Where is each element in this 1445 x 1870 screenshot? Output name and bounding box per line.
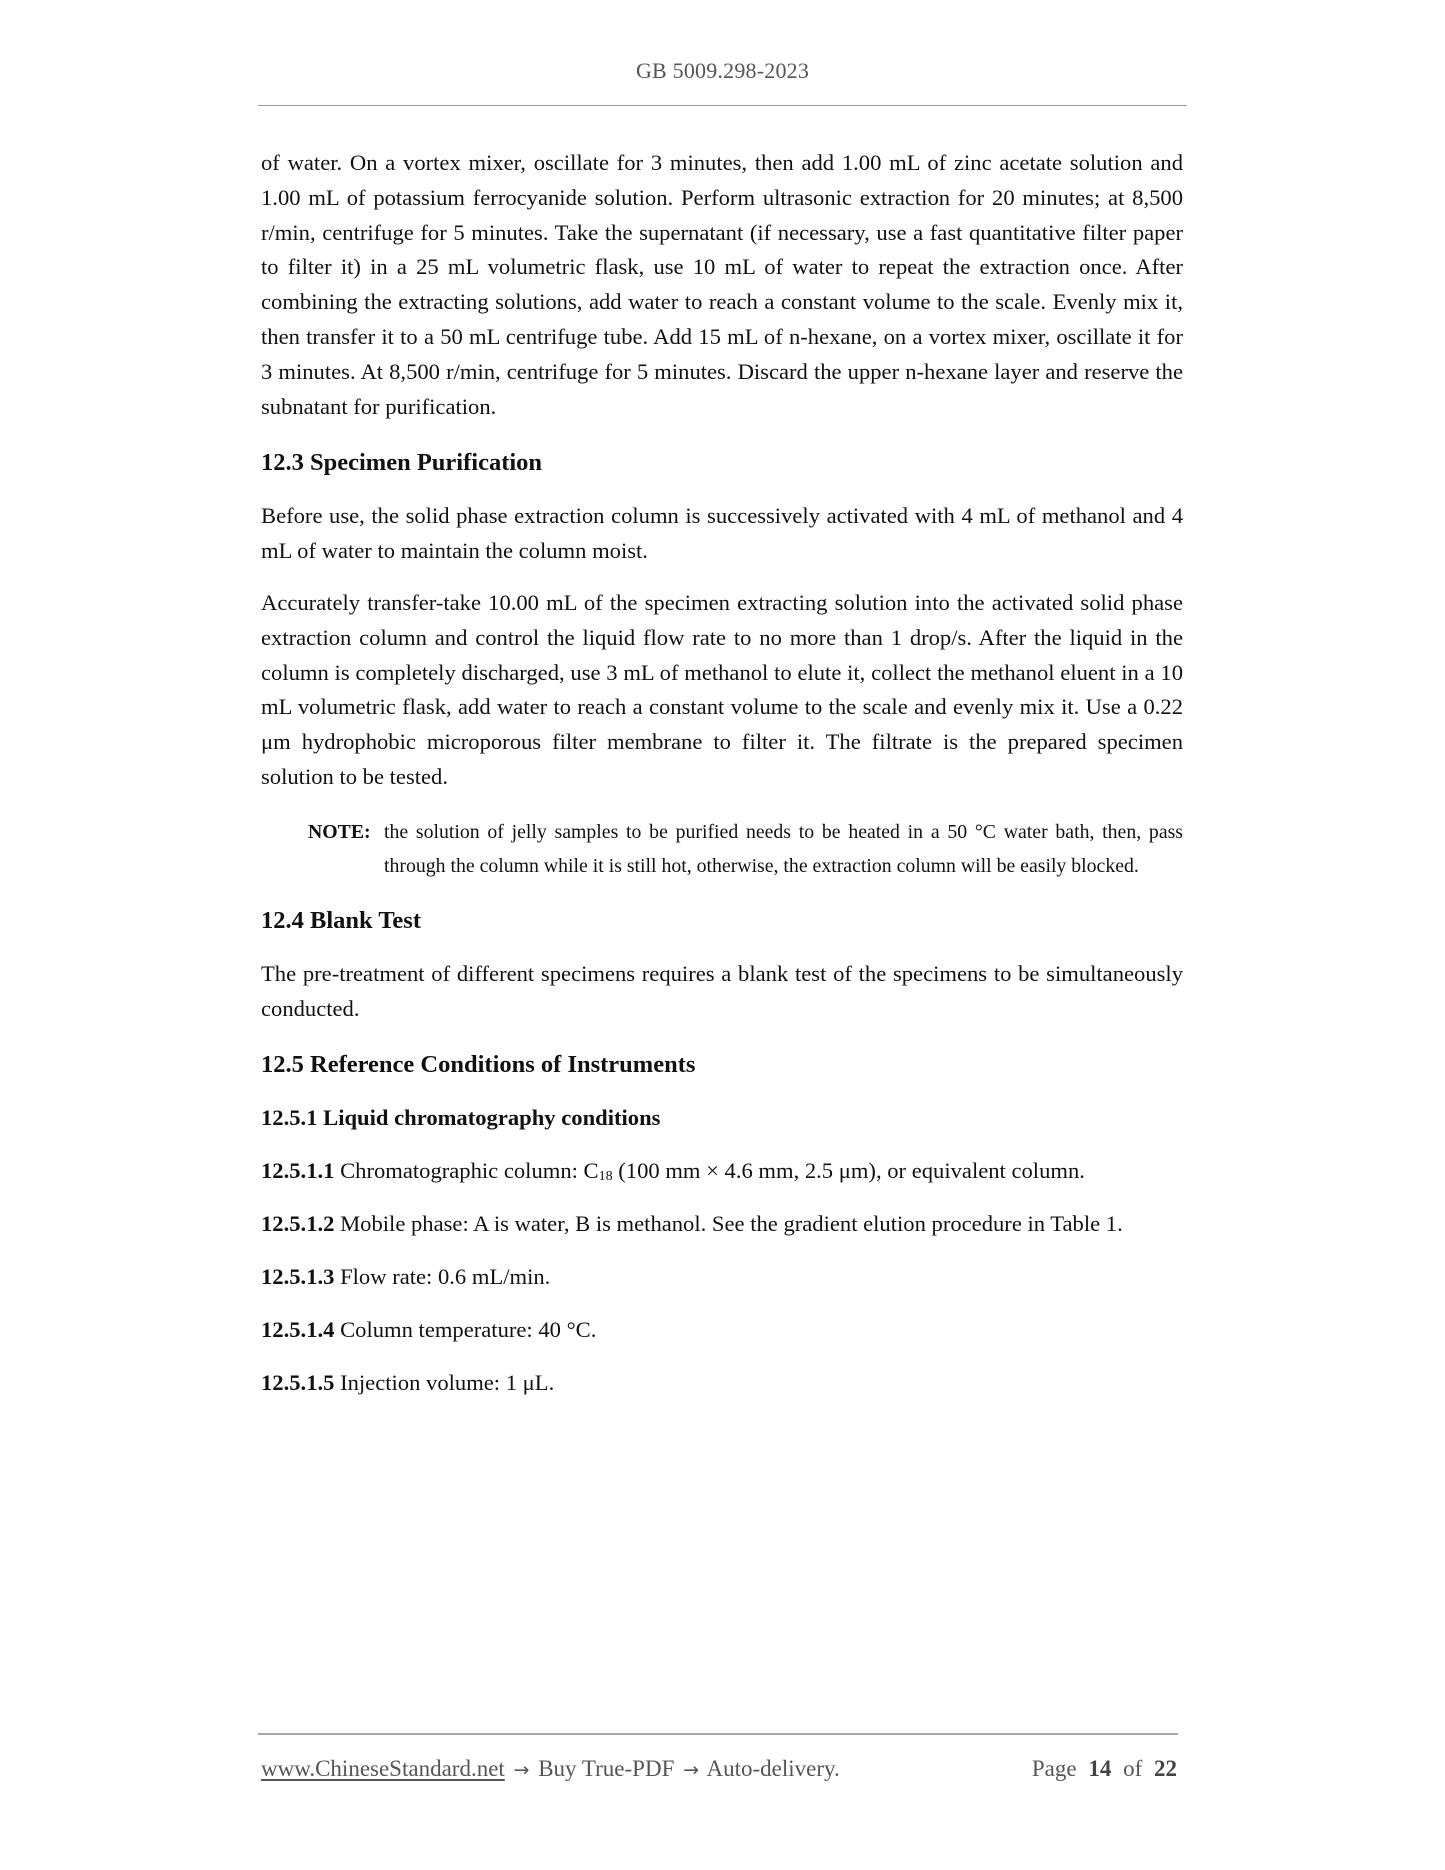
note-label: NOTE: — [308, 820, 371, 843]
page-footer — [261, 1756, 1177, 1782]
condition-item-column-temperature — [261, 1313, 1183, 1347]
total-pages-number: 22 — [1154, 1756, 1177, 1781]
footer-divider — [258, 1733, 1178, 1735]
item-text: Chromatographic column: C — [334, 1158, 599, 1184]
item-number: 12.5.1.3 — [261, 1264, 335, 1290]
auto-delivery-text: Auto-delivery. — [706, 1756, 840, 1781]
section-12-3-heading: 12.3 Specimen Purification — [261, 449, 543, 477]
item-text: Injection volume: 1 μL. — [334, 1370, 555, 1396]
section-12-3-paragraph-1: Before use, the solid phase extraction column is successively activated with 4 mL of methanol and 4 mL of water to maintain the column moist. — [261, 503, 1183, 564]
arrow-right-icon: → — [683, 1759, 700, 1781]
item-subscript: 18 — [598, 1169, 613, 1185]
current-page-number: 14 — [1088, 1756, 1112, 1781]
condition-item-column — [261, 1154, 1183, 1188]
item-text: Column temperature: 40 °C. — [334, 1317, 597, 1343]
item-number: 12.5.1.1 — [261, 1158, 335, 1184]
item-text: Flow rate: 0.6 mL/min. — [334, 1264, 551, 1290]
item-number: 12.5.1.4 — [261, 1317, 335, 1343]
of-label: of — [1123, 1756, 1143, 1781]
page-indicator — [1032, 1756, 1177, 1782]
section-12-5-1-heading: 12.5.1 Liquid chromatography conditions — [261, 1105, 661, 1131]
buy-true-pdf-text: Buy True-PDF — [538, 1756, 675, 1781]
document-code-header: GB 5009.298-2023 — [635, 58, 810, 83]
page-label: Page — [1031, 1756, 1077, 1781]
section-12-3-paragraph-2: Accurately transfer-take 10.00 mL of the specimen extracting solution into the activated solid phase extraction column and control the liquid flow rate to no more than 1 drop/s. After the liquid in the column is completely discharged, use 3 mL of methanol to elute it, collect the methanol eluent in a 10 mL volumetric flask, add water to reach a constant volume to the scale and evenly mix it. Use a 0.22 μm hydrophobic microporous filter membrane to filter it. The filtrate is the prepared specimen solution to be tested. — [261, 589, 1183, 789]
item-text: Mobile phase: A is water, B is methanol. See the gradient elution procedure in Table 1. — [334, 1211, 1123, 1237]
condition-item-injection-volume — [261, 1366, 1183, 1400]
page-content — [261, 146, 1183, 1400]
condition-item-mobile-phase — [261, 1207, 1183, 1241]
section-12-5-heading: 12.5 Reference Conditions of Instruments — [261, 1051, 696, 1079]
intro-paragraph: of water. On a vortex mixer, oscillate for 3 minutes, then add 1.00 mL of zinc acetate solution and 1.00 mL of potassium ferrocyanide solution. Perform ultrasonic extraction for 20 minutes; at 8,500 r/min, centrifuge for 5 minutes. Take the supernatant (if necessary, use a fast quantitative filter paper to filter it) in a 25 mL volumetric flask, use 10 mL of water to repeat the extraction once. After combining the extracting solutions, add water to reach a constant volume to the scale. Evenly mix it, then transfer it to a 50 mL centrifuge tube. Add 15 mL of n-hexane, on a vortex mixer, oscillate it for 3 minutes. At 8,500 r/min, centrifuge for 5 minutes. Discard the upper n-hexane layer and reserve the subnatant for purification. — [261, 150, 1183, 419]
condition-item-flow-rate — [261, 1260, 1183, 1294]
note-text: the solution of jelly samples to be purified needs to be heated in a 50 °C water bath, then, pass through the column while it is still hot, otherwise, the extraction column will be easily blocked. — [384, 820, 1183, 878]
item-text-continued: (100 mm × 4.6 mm, 2.5 μm), or equivalent column. — [612, 1158, 1085, 1184]
arrow-right-icon: → — [513, 1759, 530, 1781]
footer-promo — [261, 1756, 840, 1782]
section-12-4-paragraph: The pre-treatment of different specimens requires a blank test of the specimens to be simultaneously conducted. — [261, 960, 1183, 1021]
item-number: 12.5.1.2 — [261, 1211, 335, 1237]
section-12-4-heading: 12.4 Blank Test — [261, 906, 421, 934]
item-number: 12.5.1.5 — [261, 1370, 335, 1396]
chinesestandard-link[interactable]: www.ChineseStandard.net — [261, 1756, 505, 1781]
purification-note — [308, 815, 1183, 884]
header-divider — [258, 105, 1187, 106]
